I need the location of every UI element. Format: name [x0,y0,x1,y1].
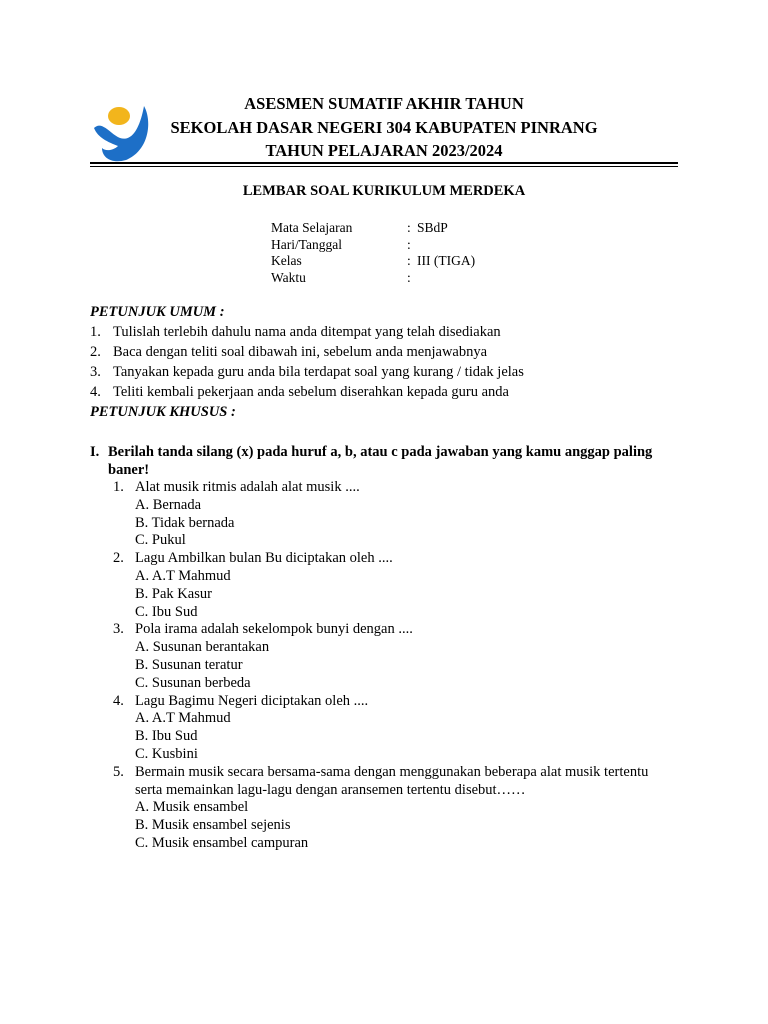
answer-option: C. Pukul [135,532,186,549]
info-colon: : [407,220,411,235]
header-title-line1: ASESMEN SUMATIF AKHIR TAHUN [244,94,524,113]
item-text: Tulislah terlebih dahulu nama anda ditempat yang telah disediakan [113,324,501,340]
question-number: 1. [113,479,124,495]
item-text: Teliti kembali pekerjaan anda sebelum diserahkan kepada guru anda [113,384,509,400]
answer-option: B. Pak Kasur [135,585,212,602]
answer-option: C. Kusbini [135,745,198,762]
part-instruction-text: Berilah tanda silang (x) pada huruf a, b, atau c pada jawaban yang kamu anggap paling baner! [108,444,653,478]
info-row-class [271,253,475,270]
exam-info-table [271,220,475,286]
item-text: Baca dengan teliti soal dibawah ini, sebelum anda menjawabnya [113,344,488,360]
answer-option: A. A.T Mahmud [135,710,231,727]
answer-option: B. Ibu Sud [135,728,198,745]
question-text: Bermain musik secara bersama-sama dengan menggunakan beberapa alat musik tertentu serta memainkan lagu-lagu dengan aransemen tertentu disebut…… [135,763,649,798]
list-item [90,362,524,382]
question-item [113,550,673,621]
header-divider-thick [90,162,678,164]
header-divider-thin [90,166,678,167]
info-row-date [271,237,475,254]
question-number: 2. [113,550,124,567]
question-item [113,764,673,853]
answer-option: A. Bernada [135,496,202,513]
answer-option: B. Tidak bernada [135,514,235,531]
info-colon: : [407,253,411,268]
general-instructions-heading: PETUNJUK UMUM : [90,304,225,320]
question-text: Lagu Bagimu Negeri diciptakan oleh .... [135,692,369,709]
info-row-time [271,270,475,287]
question-text: Alat musik ritmis adalah alat musik .... [135,479,360,495]
info-label: Mata Selajaran [271,220,353,235]
info-value: III (TIGA) [417,253,476,268]
info-label: Hari/Tanggal [271,236,343,252]
info-colon: : [407,236,411,252]
item-number: 4. [90,384,101,400]
question-number: 3. [113,621,124,638]
part-number: I. [90,444,100,460]
answer-option: A. Susunan berantakan [135,639,270,656]
answer-option: C. Musik ensambel campuran [135,834,309,851]
item-number: 2. [90,344,101,360]
question-number: 4. [113,692,124,709]
list-item [90,382,524,402]
answer-option: B. Susunan teratur [135,656,243,673]
question-item [113,621,673,692]
sheet-title: LEMBAR SOAL KURIKULUM MERDEKA [242,183,526,199]
item-number: 3. [90,364,101,380]
document-header [120,92,648,163]
header-title-line2: SEKOLAH DASAR NEGERI 304 KABUPATEN PINRANG [170,117,598,137]
list-item [90,322,524,342]
question-text: Pola irama adalah sekelompok bunyi dengan .... [135,621,413,638]
answer-option: C. Susunan berbeda [135,674,251,691]
answer-option: A. A.T Mahmud [135,567,231,584]
special-instructions-heading: PETUNJUK KHUSUS : [90,404,236,420]
question-item [113,479,673,550]
part-one-instruction [90,444,690,479]
answer-option: C. Ibu Sud [135,603,198,620]
question-number: 5. [113,763,124,780]
info-row-subject [271,220,475,237]
question-list [113,479,673,853]
question-item [113,693,673,764]
info-label: Waktu [271,269,306,285]
header-title-line3: TAHUN PELAJARAN 2023/2024 [265,141,503,160]
item-number: 1. [90,324,101,340]
info-colon: : [407,269,411,285]
list-item [90,342,524,362]
answer-option: A. Musik ensambel [135,799,249,816]
answer-option: B. Musik ensambel sejenis [135,817,291,834]
general-instructions-list [90,322,524,402]
question-text: Lagu Ambilkan bulan Bu diciptakan oleh .... [135,550,393,567]
info-value: SBdP [417,220,448,235]
info-label: Kelas [271,253,302,268]
item-text: Tanyakan kepada guru anda bila terdapat soal yang kurang / tidak jelas [113,364,524,380]
